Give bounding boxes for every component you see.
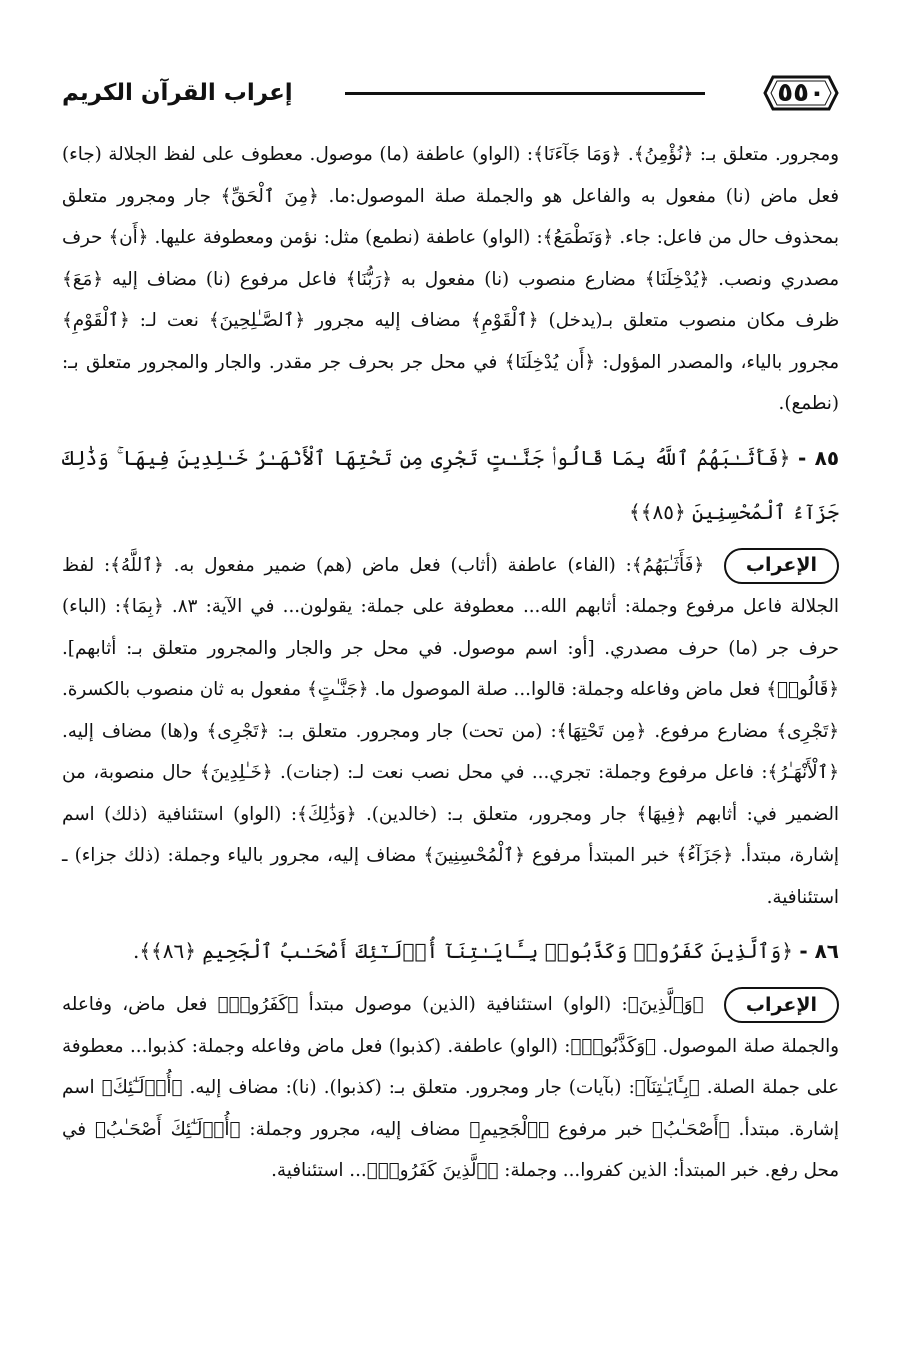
page-content bbox=[62, 134, 839, 1192]
irab-text: ﴿وَٱلَّذِينَ﴾: (الواو) استئنافية (الذين) موصول مبتدأ ﴿كَفَرُوا۟﴾ فعل ماض، وفاعله والجملة صلة الموصول. ﴿وَكَذَّبُوا۟﴾: (الواو) عاطفة. (كذبوا) فعل ماض وفاعله وجملة: كذبوا... معطوفة على جملة الصلة. ﴿بِـَٔايَـٰتِنَآ﴾: (بآيات) جار ومجرور. متعلق بـ: (كذبوا). (نا): مضاف إليه. ﴿أُو۟لَـٰٓئِكَ﴾ اسم إشارة. مبتدأ. ﴿أَصْحَـٰبُ﴾ خبر مرفوع ﴿ٱلْجَحِيمِ﴾ مضاف إليه، مجرور وجملة: ﴿أُو۟لَـٰٓئِكَ أَصْحَـٰبُ﴾ في محل رفع. خبر المبتدأ: الذين كفروا... وجملة: ﴿ٱلَّذِينَ كَفَرُوا۟﴾... استئنافية. bbox=[62, 994, 839, 1181]
paragraph-continuation: ومجرور. متعلق بـ: ﴿نُؤْمِنُ﴾. ﴿وَمَا جَآءَنَا﴾: (الواو) عاطفة (ما) موصول. معطوف على لفظ الجلالة (جاء) فعل ماض (نا) مفعول به والفاعل هو والجملة صلة الموصول:ما. ﴿مِنَ ٱلْحَقِّ﴾ جار ومجرور متعلق بمحذوف حال من فاعل: جاء. ﴿وَنَطْمَعُ﴾: (الواو) عاطفة (نطمع) مثل: نؤمن ومعطوفة عليها. ﴿أَن﴾ حرف مصدري ونصب. ﴿يُدْخِلَنَا﴾ مضارع منصوب (نا) مفعول به ﴿رَبُّنَا﴾ فاعل مرفوع (نا) مضاف إليه ﴿مَعَ﴾ ظرف مكان منصوب متعلق بـ(يدخل) ﴿ٱلْقَوْمِ﴾ مضاف إليه مجرور ﴿ٱلصَّـٰلِحِينَ﴾ نعت لـ: ﴿ٱلْقَوْمِ﴾ مجرور بالياء، والمصدر المؤول: ﴿أَن يُدْخِلَنَا﴾ في محل جر بحرف جر مقدر. والجار والمجرور متعلق بـ: (نطمع). bbox=[62, 144, 839, 414]
irab-label: الإعراب bbox=[724, 987, 839, 1023]
irab-paragraph-86 bbox=[62, 984, 839, 1192]
verse-text: ﴿وَٱلَّذِينَ كَفَرُوا۟ وَكَذَّبُوا۟ بِـَٔايَـٰتِنَآ أُو۟لَـٰٓئِكَ أَصْحَـٰبُ ٱلْجَحِيمِ ﴿٨٦﴾﴾. bbox=[132, 939, 793, 963]
verse-85 bbox=[62, 431, 839, 539]
header-rule bbox=[345, 92, 705, 95]
book-title: إعراب القرآن الكريم bbox=[62, 80, 293, 106]
irab-paragraph-85 bbox=[62, 545, 839, 919]
verse-text: ﴿فَأَثَـٰبَهُمُ ٱللَّهُ بِمَا قَالُوا۟ جَنَّـٰتٍ تَجْرِى مِن تَحْتِهَا ٱلْأَنْهَـٰرُ خَـٰلِدِينَ فِيهَا ۚ وَذَٰلِكَ جَزَآءُ ٱلْمُحْسِنِينَ ﴿٨٥﴾﴾ bbox=[62, 445, 839, 524]
page-header bbox=[62, 66, 839, 120]
verse-86 bbox=[62, 924, 839, 978]
verse-number: ٨٥ - bbox=[798, 445, 840, 470]
irab-label: الإعراب bbox=[724, 548, 839, 584]
page-number-badge bbox=[763, 71, 839, 115]
irab-text: ﴿فَأَثَـٰبَهُمُ﴾: (الفاء) عاطفة (أثاب) فعل ماض (هم) ضمير مفعول به. ﴿ٱللَّهُ﴾: لفظ الجلالة فاعل مرفوع وجملة: أثابهم الله... معطوفة على جملة: يقولون... في الآية: ٨٣. ﴿بِمَا﴾: (الباء) حرف جر (ما) حرف مصدري. [أو: اسم موصول. في محل جر والجار والمجرور متعلق بـ: أثابهم]. ﴿قَالُوا۟﴾ فعل ماض وفاعله وجملة: قالوا... صلة الموصول ما. ﴿جَنَّـٰتٍ﴾ مفعول به ثان منصوب بالكسرة. ﴿تَجْرِى﴾ مضارع مرفوع. ﴿مِن تَحْتِهَا﴾: (من تحت) جار ومجرور. متعلق بـ: ﴿تَجْرِى﴾ و(ها) مضاف إليه. ﴿ٱلْأَنْهَـٰرُ﴾: فاعل مرفوع وجملة: تجري... في محل نصب نعت لـ: (جنات). ﴿خَـٰلِدِينَ﴾ حال منصوبة، من الضمير في: أثابهم ﴿فِيهَا﴾ جار ومجرور، متعلق بـ: (خالدين). ﴿وَذَٰلِكَ﴾: (الواو) استئنافية (ذلك) اسم إشارة، مبتدأ. ﴿جَزَآءُ﴾ خبر المبتدأ مرفوع ﴿ٱلْمُحْسِنِينَ﴾ مضاف إليه، مجرور بالياء وجملة: (ذلك جزاء) ـ استئنافية. bbox=[62, 554, 839, 908]
page-number: ٥٥٠ bbox=[777, 78, 825, 108]
verse-number: ٨٦ - bbox=[799, 939, 839, 963]
